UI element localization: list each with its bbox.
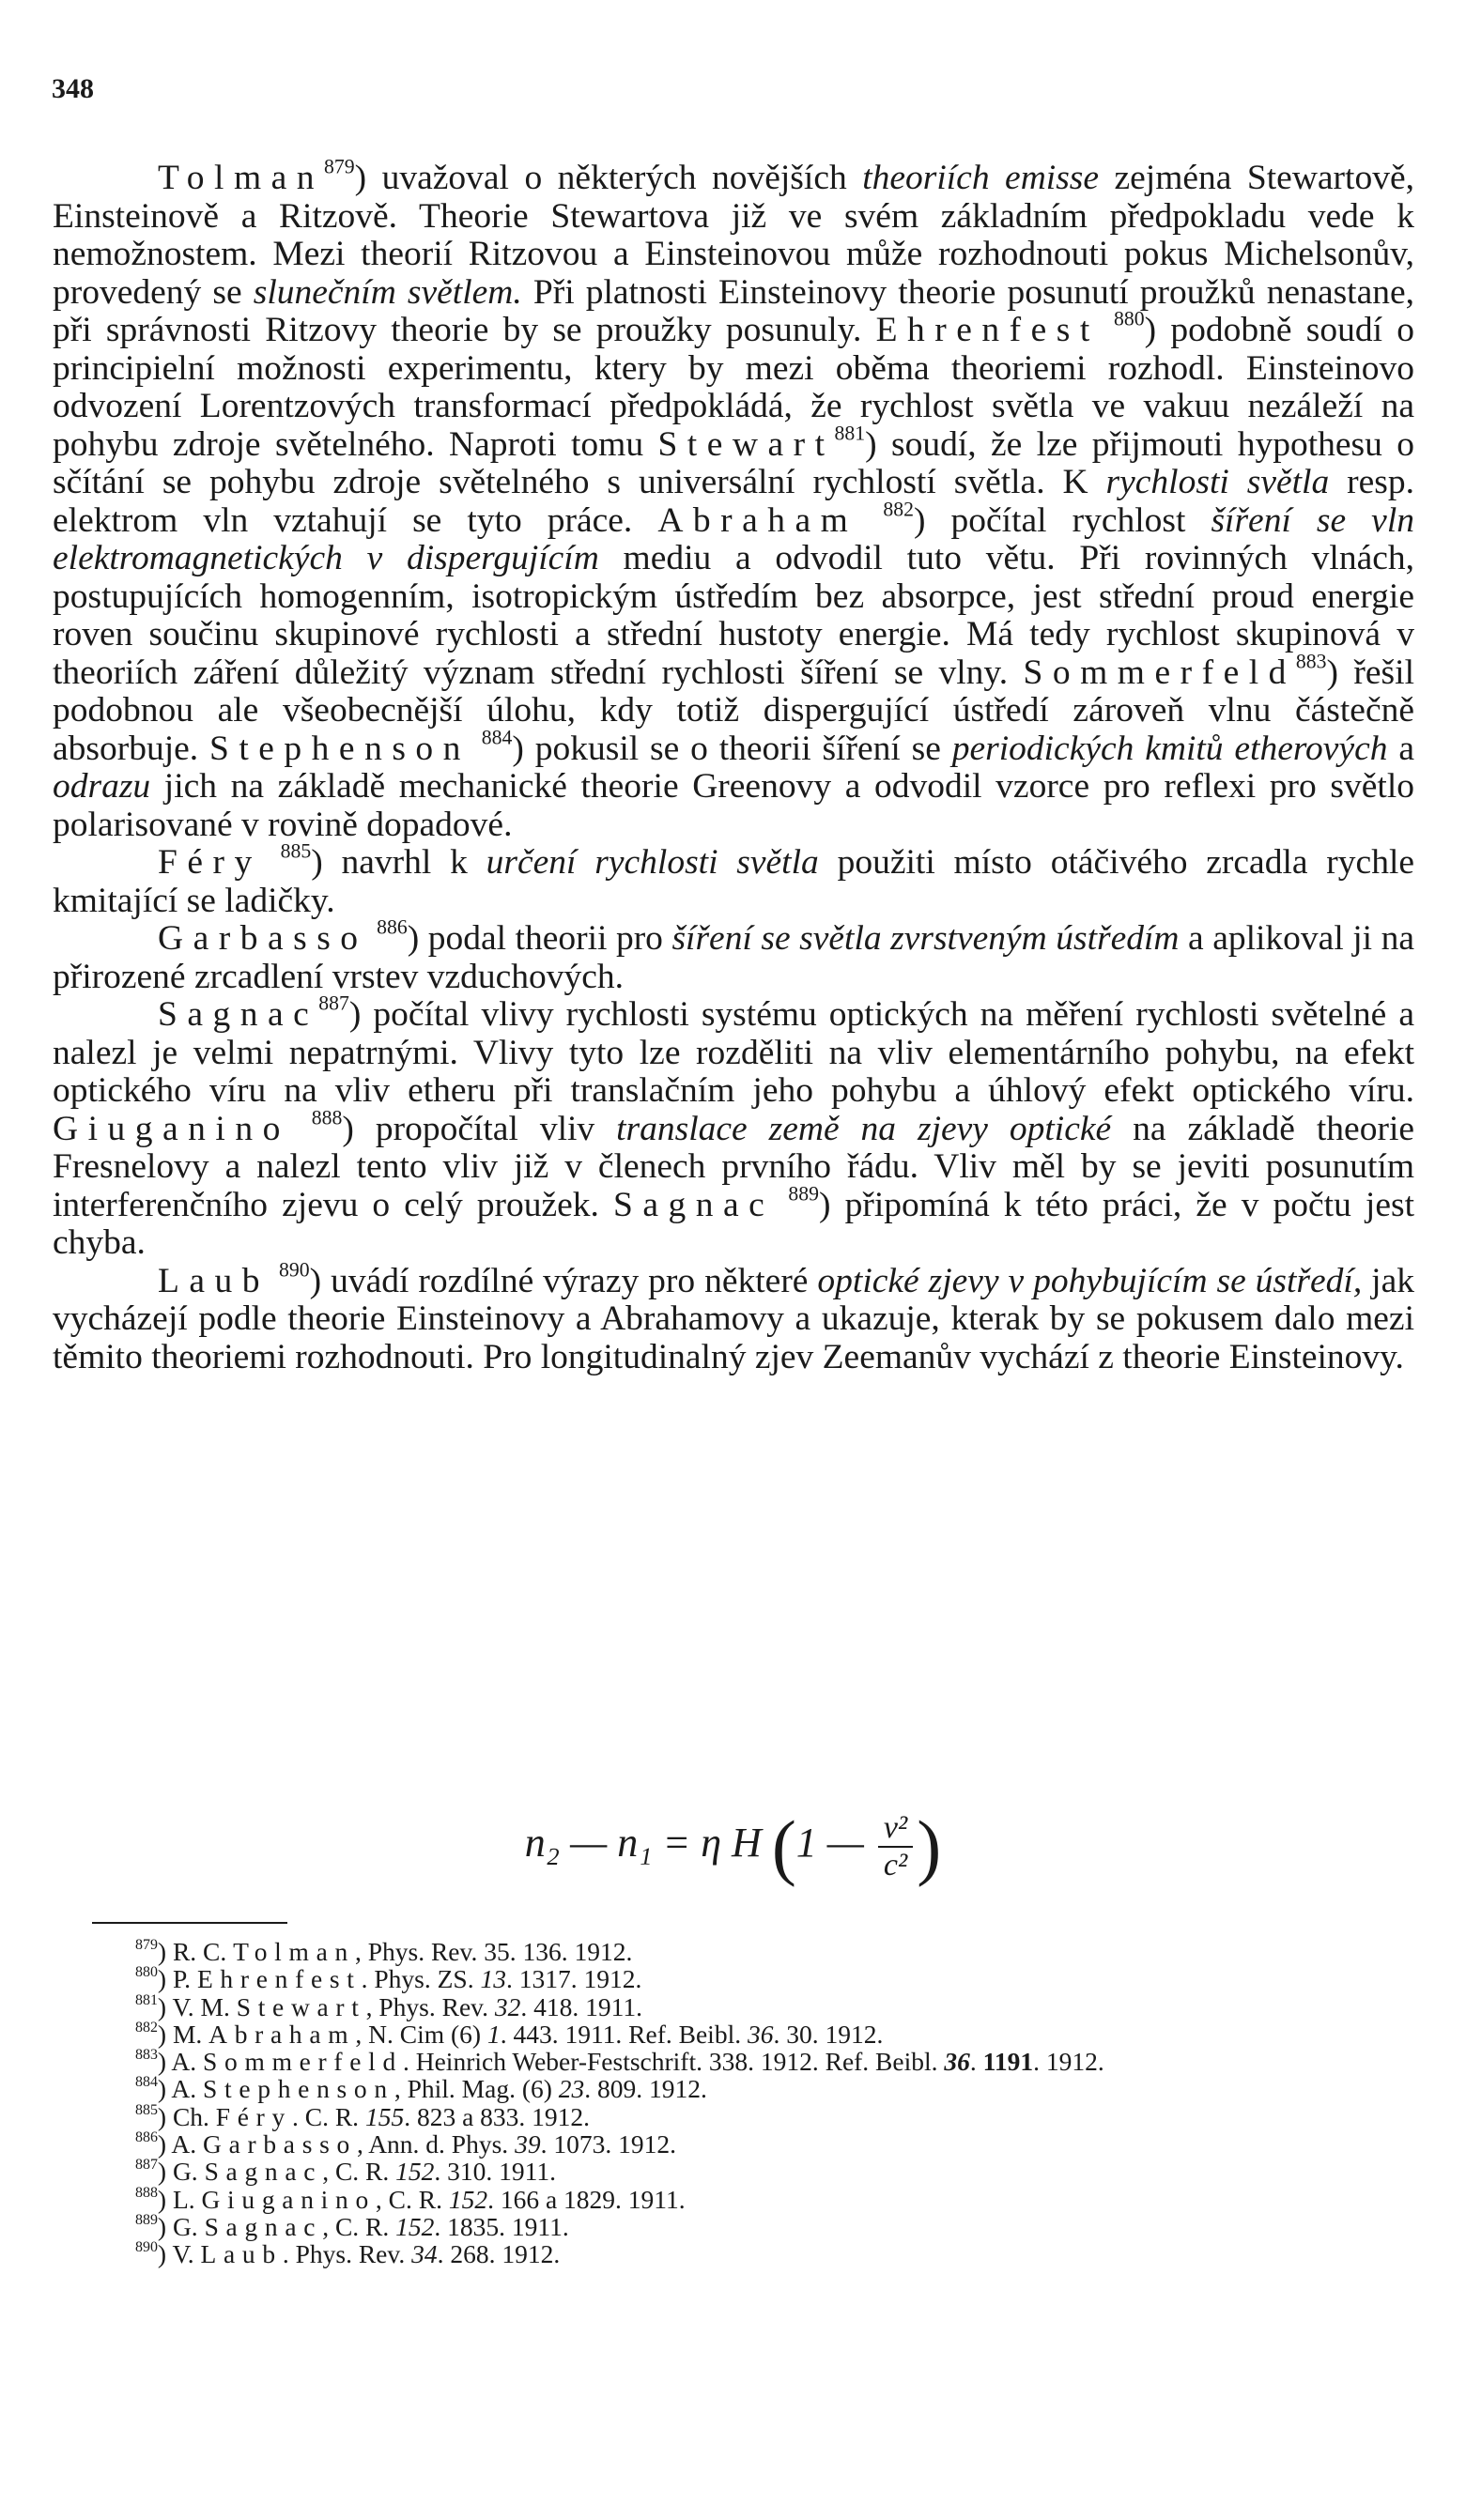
page-number: 348 (52, 73, 94, 104)
text-run: . 268. 1912. (437, 2239, 561, 2269)
text-run: šíření se světla zvrstveným ústředím (671, 919, 1180, 958)
text-run: . 1835. 1911. (434, 2211, 569, 2241)
author-name: Stephenson (209, 729, 471, 768)
footnote-ref: 880 (135, 1964, 158, 1981)
body-text (53, 155, 1415, 1376)
author-name: Ehrenfest (875, 311, 1100, 349)
text-run: ) A. (157, 2074, 204, 2104)
text-run: slunečním světlem. (253, 272, 522, 312)
text-run: 36 (944, 2047, 970, 2077)
footnote (53, 2021, 1414, 2048)
paragraph (53, 991, 1415, 1263)
author-name: Garbasso (203, 2129, 357, 2159)
author-name: Sommerfeld (203, 2047, 403, 2077)
author-name: Sagnac (158, 995, 319, 1034)
footnote-separator (92, 1922, 287, 1924)
footnote-ref: 886 (377, 915, 408, 939)
text-run: . C. R. (292, 2101, 365, 2131)
footnote (53, 1965, 1414, 1992)
footnote-ref: 886 (135, 2129, 158, 2146)
text-run: ) uvažoval o některých novějších (354, 159, 863, 197)
footnote (53, 2213, 1414, 2240)
paragraph (53, 915, 1415, 996)
footnote-ref: 881 (135, 1991, 158, 2008)
text-run: . 166 a 1829. 1911. (487, 2184, 686, 2214)
text-run: . 809. 1912. (584, 2074, 707, 2104)
text-run: , Phil. Mag. (6) (394, 2074, 559, 2104)
footnote (53, 2103, 1414, 2130)
text-run: rychlosti světla (1105, 463, 1330, 501)
footnote-ref: 880 (1114, 307, 1145, 330)
text-run: ) M. (157, 2019, 209, 2049)
text-run: ) A. (157, 2047, 204, 2077)
text-run: ) podal theorii pro (407, 919, 672, 958)
text-run: zejména Stewartově, Einsteinově a Ritzově. Theorie Stewartova již ve svém základním předpokladu vede k nemožnostem. Mezi theorií Ritzovou a Einsteinovou může rozhodnouti pokus Michelsonův, provedený se (53, 159, 1414, 312)
text-run: jich na základě mechanické theorie Greenovy a odvodil vzorce pro reflexi pro světlo polarisované v rovině dopadové. (53, 767, 1414, 844)
footnote (53, 1938, 1414, 1965)
text-run: theoriích emisse (862, 159, 1100, 197)
footnote-ref: 884 (481, 726, 513, 749)
footnote (53, 2075, 1414, 2102)
footnote-ref: 890 (279, 1258, 310, 1282)
author-name: Abraham (208, 2019, 356, 2049)
text-run: odrazu (53, 767, 151, 806)
author-name: Abraham (657, 500, 858, 540)
text-run: ) řešil podobnou ale všeobecnější úlohu, kdy totiž dispergující ústředí zároveň vlnu částečně absorbuje. (53, 653, 1414, 768)
text-run (1100, 311, 1114, 349)
text-run: 1 (486, 2019, 501, 2049)
text-run: a aplikoval ji na přirozené zrcadlení vrstev vzduchových. (53, 919, 1415, 996)
footnote-ref: 889 (788, 1182, 820, 1206)
text-run: . 418. 1911. (520, 1991, 642, 2021)
author-name: Ehrenfest (196, 1964, 362, 1994)
text-run: na základě theorie Fresnelovy a nalezl tento vliv již v členech prvního řádu. Vliv měl by se jeviti posunutím interferenčního zjevu o celý proužek. (53, 1109, 1415, 1224)
text-run: ) podobně soudí o principielní možnosti experimentu, ktery by mezi oběma theoriemi rozhodl. Einsteinovo odvození Lorentzových transformací předpokládá, že rychlost světla ve vakuu nezáleží na pohybu zdroje světelného. Naproti tomu (53, 311, 1414, 464)
text-run: . 1073. 1912. (540, 2129, 676, 2159)
text-run: ) navrhl k (311, 843, 486, 882)
footnote-ref: 883 (1295, 650, 1327, 673)
footnote-ref: 888 (311, 1106, 343, 1129)
text-run: translace země na zjevy optické (616, 1109, 1112, 1148)
footnote (53, 2186, 1414, 2213)
author-name: Stephenson (203, 2074, 394, 2104)
text-run (290, 1110, 312, 1148)
text-run: určení rychlosti světla (486, 843, 819, 882)
text-run: periodických kmitů etherových (951, 729, 1388, 768)
text-run: . 443. 1911. Ref. Beibl. (500, 2019, 748, 2049)
text-run: mediu a odvodil tuto větu. Při rovinných vlnách, postupujících homogenním, isotropickým ústředím bez absorpce, jest střední proud energie roven součinu skupinové rychlosti a střední hustoty energie. Má tedy rychlost skupinová v theoriích záření důležitý význam střední rychlosti šíření se vlny. (53, 539, 1414, 692)
author-name: Giuganino (53, 1109, 290, 1148)
text-run: , Phys. Rev. (365, 1991, 495, 2021)
text-run: ) počítal vlivy rychlosti systému optických na měření rychlosti světelné a nalezl je velmi nepatrnými. Vlivy tyto lze rozděliti na vliv elementárního pohybu, na efekt optického víru na vliv etheru při translačním jeho pohybu a úhlový efekt optického víru. (53, 995, 1414, 1110)
text-run: použiti místo otáčivého zrcadla rychle kmitající se ladičky. (53, 843, 1415, 920)
text-run: optické zjevy v pohybujícím se ústředí, (817, 1261, 1363, 1300)
text-run: ) A. (157, 2129, 204, 2159)
author-name: Tolman (233, 1937, 355, 1966)
equation-close-paren: ) (917, 1805, 942, 1887)
text-run: 36 (747, 2019, 774, 2049)
text-run: 155 (364, 2101, 405, 2131)
text-run (262, 843, 281, 882)
footnote (53, 2048, 1414, 2075)
text-run: . Phys. ZS. (361, 1964, 481, 1994)
text-run: resp. elektrom vln vztahují se tyto práce. (53, 463, 1415, 540)
footnote-ref: 890 (135, 2239, 158, 2256)
text-run: . Heinrich Weber-Festschrift. 338. 1912. Ref. Beibl. (402, 2047, 945, 2077)
text-run: , Ann. d. Phys. (356, 2129, 516, 2159)
footnote-ref: 882 (883, 498, 914, 521)
text-run: ) V. (157, 2239, 201, 2269)
footnote-ref: 882 (135, 2019, 158, 2036)
equation-denominator: c² (883, 1848, 908, 1882)
author-name: Stewart (236, 1991, 366, 2021)
text-run: Při platnosti Einsteinovy theorie posunutí proužků nenastane, při správnosti Ritzovy theorie by se proužky posunuly. (53, 272, 1415, 349)
text-run: , N. Cim (6) (355, 2019, 487, 2049)
footnote-ref: 887 (318, 991, 349, 1015)
footnote (53, 2130, 1414, 2158)
author-name: Laub (200, 2239, 283, 2269)
author-name: Sagnac (204, 2211, 323, 2241)
text-run: ) R. C. (157, 1937, 234, 1966)
footnotes (53, 1938, 1414, 2268)
text-run: ) připomíná k této práci, že v počtu jest chyba. (53, 1185, 1414, 1262)
text-run: , C. R. (375, 2184, 449, 2214)
equation-one: 1 — (795, 1820, 864, 1867)
footnote-ref: 889 (135, 2212, 158, 2229)
text-run: ) soudí, že lze přijmouti hypothesu o sčítání se pohybu zdroje světelného s universální rychlostí světla. K (53, 424, 1414, 501)
text-run (857, 501, 883, 540)
author-name: Garbasso (158, 919, 368, 958)
text-run: . 1912. (1033, 2047, 1104, 2077)
footnote (53, 1993, 1414, 2021)
text-run: . (969, 2047, 983, 2077)
footnote-ref: 888 (135, 2184, 158, 2201)
text-run: ) pokusil se o theorii šíření se (512, 729, 952, 768)
footnote-ref: 881 (834, 422, 866, 445)
text-run (368, 919, 378, 958)
text-run: 152 (395, 2211, 435, 2241)
footnote-ref: 883 (135, 2047, 158, 2064)
author-name: Sagnac (204, 2157, 323, 2187)
text-run: . 310. 1911. (434, 2157, 556, 2187)
equation-lhs: n₂ — n₁ = η H (524, 1820, 762, 1867)
text-run: 32 (494, 1991, 521, 2021)
text-run: ) počítal rychlost (914, 500, 1211, 540)
text-run: ) G. (157, 2211, 205, 2241)
text-run (471, 730, 482, 768)
author-name: Giuganino (201, 2184, 376, 2214)
text-run: , C. R. (322, 2157, 396, 2187)
text-run: . 30. 1912. (773, 2019, 884, 2049)
paragraph (53, 1258, 1414, 1377)
text-run: 34 (411, 2239, 438, 2269)
equation-open-paren: ( (771, 1805, 796, 1887)
text-run: šíření se vln elektromagnetických v dispergujícím (53, 500, 1414, 577)
text-run (270, 1262, 279, 1300)
author-name: Féry (215, 2101, 292, 2131)
author-name: Sagnac (613, 1185, 775, 1224)
text-run: ) uvádí rozdílné výrazy pro některé (309, 1261, 818, 1300)
equation-numerator: v² (878, 1810, 913, 1848)
text-run: . 1317. 1912. (505, 1964, 642, 1994)
text-run: ) P. (157, 1964, 197, 1994)
text-run: , Phys. Rev. 35. 136. 1912. (354, 1937, 633, 1966)
footnote-ref: 879 (324, 155, 355, 178)
text-run: . 823 a 833. 1912. (404, 2101, 591, 2131)
paragraph (53, 155, 1415, 844)
text-run (774, 1186, 788, 1224)
text-run: . Phys. Rev. (282, 2239, 412, 2269)
footnote-ref: 885 (135, 2101, 158, 2118)
text-run: 13 (480, 1964, 506, 1994)
footnote-ref: 884 (135, 2074, 158, 2091)
footnote-ref: 885 (280, 839, 312, 863)
paragraph (53, 839, 1415, 920)
text-run: , C. R. (322, 2211, 396, 2241)
text-run: a (1387, 729, 1414, 768)
text-run: ) propočítal vliv (342, 1109, 617, 1148)
author-name: Tolman (158, 159, 325, 197)
text-run: 23 (558, 2074, 585, 2104)
equation (0, 1805, 1466, 1887)
text-run: ) L. (157, 2184, 202, 2214)
footnote-ref: 887 (135, 2157, 158, 2174)
author-name: Sommerfeld (1023, 653, 1296, 692)
footnote (53, 2240, 1414, 2267)
text-run: 152 (395, 2157, 435, 2187)
author-name: Stewart (657, 424, 835, 464)
equation-fraction (878, 1810, 913, 1883)
text-run: ) G. (157, 2157, 205, 2187)
text-run: 39 (515, 2129, 541, 2159)
text-run: ) V. M. (157, 1991, 237, 2021)
text-run: 152 (448, 2184, 488, 2214)
author-name: Féry (158, 843, 262, 882)
author-name: Laub (158, 1261, 270, 1300)
text-run: 1191 (982, 2047, 1034, 2077)
footnote-ref: 879 (135, 1937, 158, 1954)
text-run: ) Ch. (157, 2101, 216, 2131)
footnote (53, 2158, 1414, 2185)
text-run: jak vycházejí podle theorie Einsteinovy a Abrahamovy a ukazuje, kterak by se pokusem dalo mezi těmito theoriemi rozhodnouti. Pro longitudinalný zjev Zeemanův vychází z theorie Einsteinovy. (53, 1261, 1414, 1376)
